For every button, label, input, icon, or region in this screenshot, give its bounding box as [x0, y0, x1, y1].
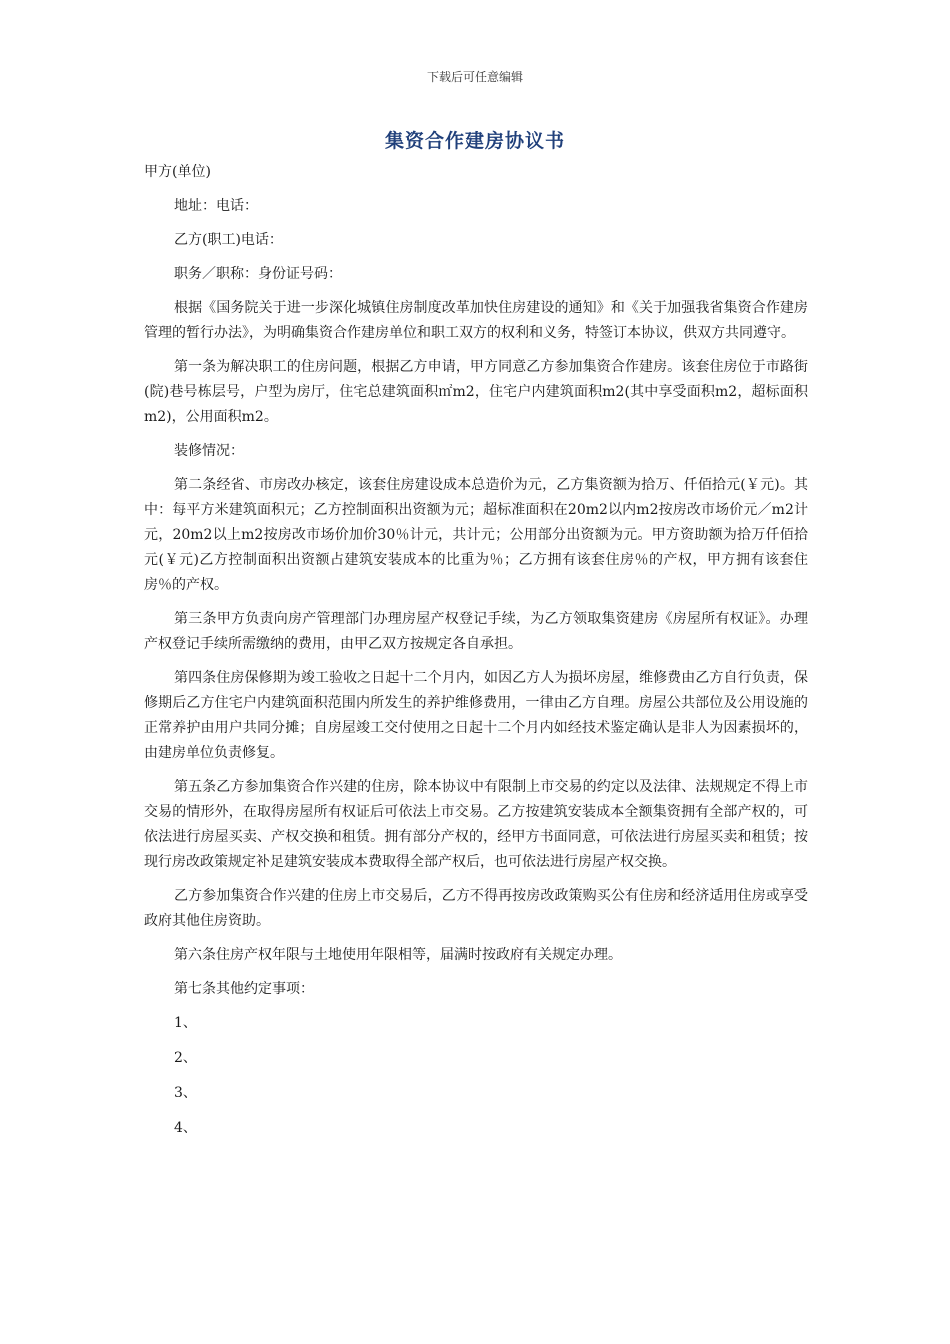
list-item: 2、 [174, 1050, 197, 1066]
address-phone-line: 地址：电话： [174, 198, 258, 214]
article-3: 第三条甲方负责向房产管理部门办理房屋产权登记手续，为乙方领取集资建房《房屋所有权证》。办理产权登记手续所需缴纳的费用，由甲乙双方按规定各自承担。 [144, 611, 808, 652]
party-b-line: 乙方(职工)电话： [174, 232, 283, 248]
header-note: 下载后可任意编辑 [426, 70, 523, 84]
article-7: 第七条其他约定事项： [174, 981, 314, 997]
document-title: 集资合作建房协议书 [384, 130, 565, 152]
list-item: 1、 [174, 1015, 197, 1031]
article-1: 第一条为解决职工的住房问题，根据乙方申请，甲方同意乙方参加集资合作建房。该套住房位于市路街(院)巷号栋层号，户型为房厅，住宅总建筑面积㎡m2，住宅户内建筑面积m2(其中享受面积m2，超标面积m2)，公用面积m2。 [144, 359, 808, 425]
list-item: 3、 [174, 1085, 197, 1101]
title-id-line: 职务／职称：身份证号码： [174, 266, 342, 282]
article-6: 第六条住房产权年限与土地使用年限相等，届满时按政府有关规定办理。 [174, 947, 622, 963]
article-2: 第二条经省、市房改办核定，该套住房建设成本总造价为元，乙方集资额为拾万、仟佰拾元(￥元)。其中：每平方米建筑面积元；乙方控制面积出资额为元；超标准面积在20m2以内m2按房改市场价元／m2计元，20m2以上m2按房改市场价加价30％计元，共计元；公用部分出资额为元。甲方资助额为拾万仟佰拾元(￥元)乙方控制面积出资额占建筑安装成本的比重为％；乙方拥有该套住房％的产权，甲方拥有该套住房％的产权。 [144, 477, 808, 593]
article-4: 第四条住房保修期为竣工验收之日起十二个月内，如因乙方人为损坏房屋，维修费由乙方自行负责，保修期后乙方住宅户内建筑面积范围内所发生的养护维修费用，一律由乙方自理。房屋公共部位及公用设施的正常养护由用户共同分摊；自房屋竣工交付使用之日起十二个月内如经技术鉴定确认是非人为因素损坏的，由建房单位负责修复。 [144, 670, 808, 761]
party-a-line: 甲方(单位) [144, 164, 211, 180]
article-5: 第五条乙方参加集资合作兴建的住房，除本协议中有限制上市交易的约定以及法律、法规规定不得上市交易的情形外，在取得房屋所有权证后可依法上市交易。乙方按建筑安装成本全额集资拥有全部产权的，可依法进行房屋买卖、产权交换和租赁。拥有部分产权的，经甲方书面同意，可依法进行房屋买卖和租赁；按现行房改政策规定补足建筑安装成本费取得全部产权后，也可依法进行房屋产权交换。 [144, 779, 808, 870]
list-item: 4、 [174, 1120, 197, 1136]
document-body [144, 160, 808, 1151]
decoration-line: 装修情况： [174, 443, 244, 459]
intro-paragraph: 根据《国务院关于进一步深化城镇住房制度改革加快住房建设的通知》和《关于加强我省集资合作建房管理的暂行办法》，为明确集资合作建房单位和职工双方的权利和义务，特签订本协议，供双方共同遵守。 [144, 300, 808, 341]
article-5-supplement: 乙方参加集资合作兴建的住房上市交易后，乙方不得再按房改政策购买公有住房和经济适用住房或享受政府其他住房资助。 [144, 888, 808, 929]
